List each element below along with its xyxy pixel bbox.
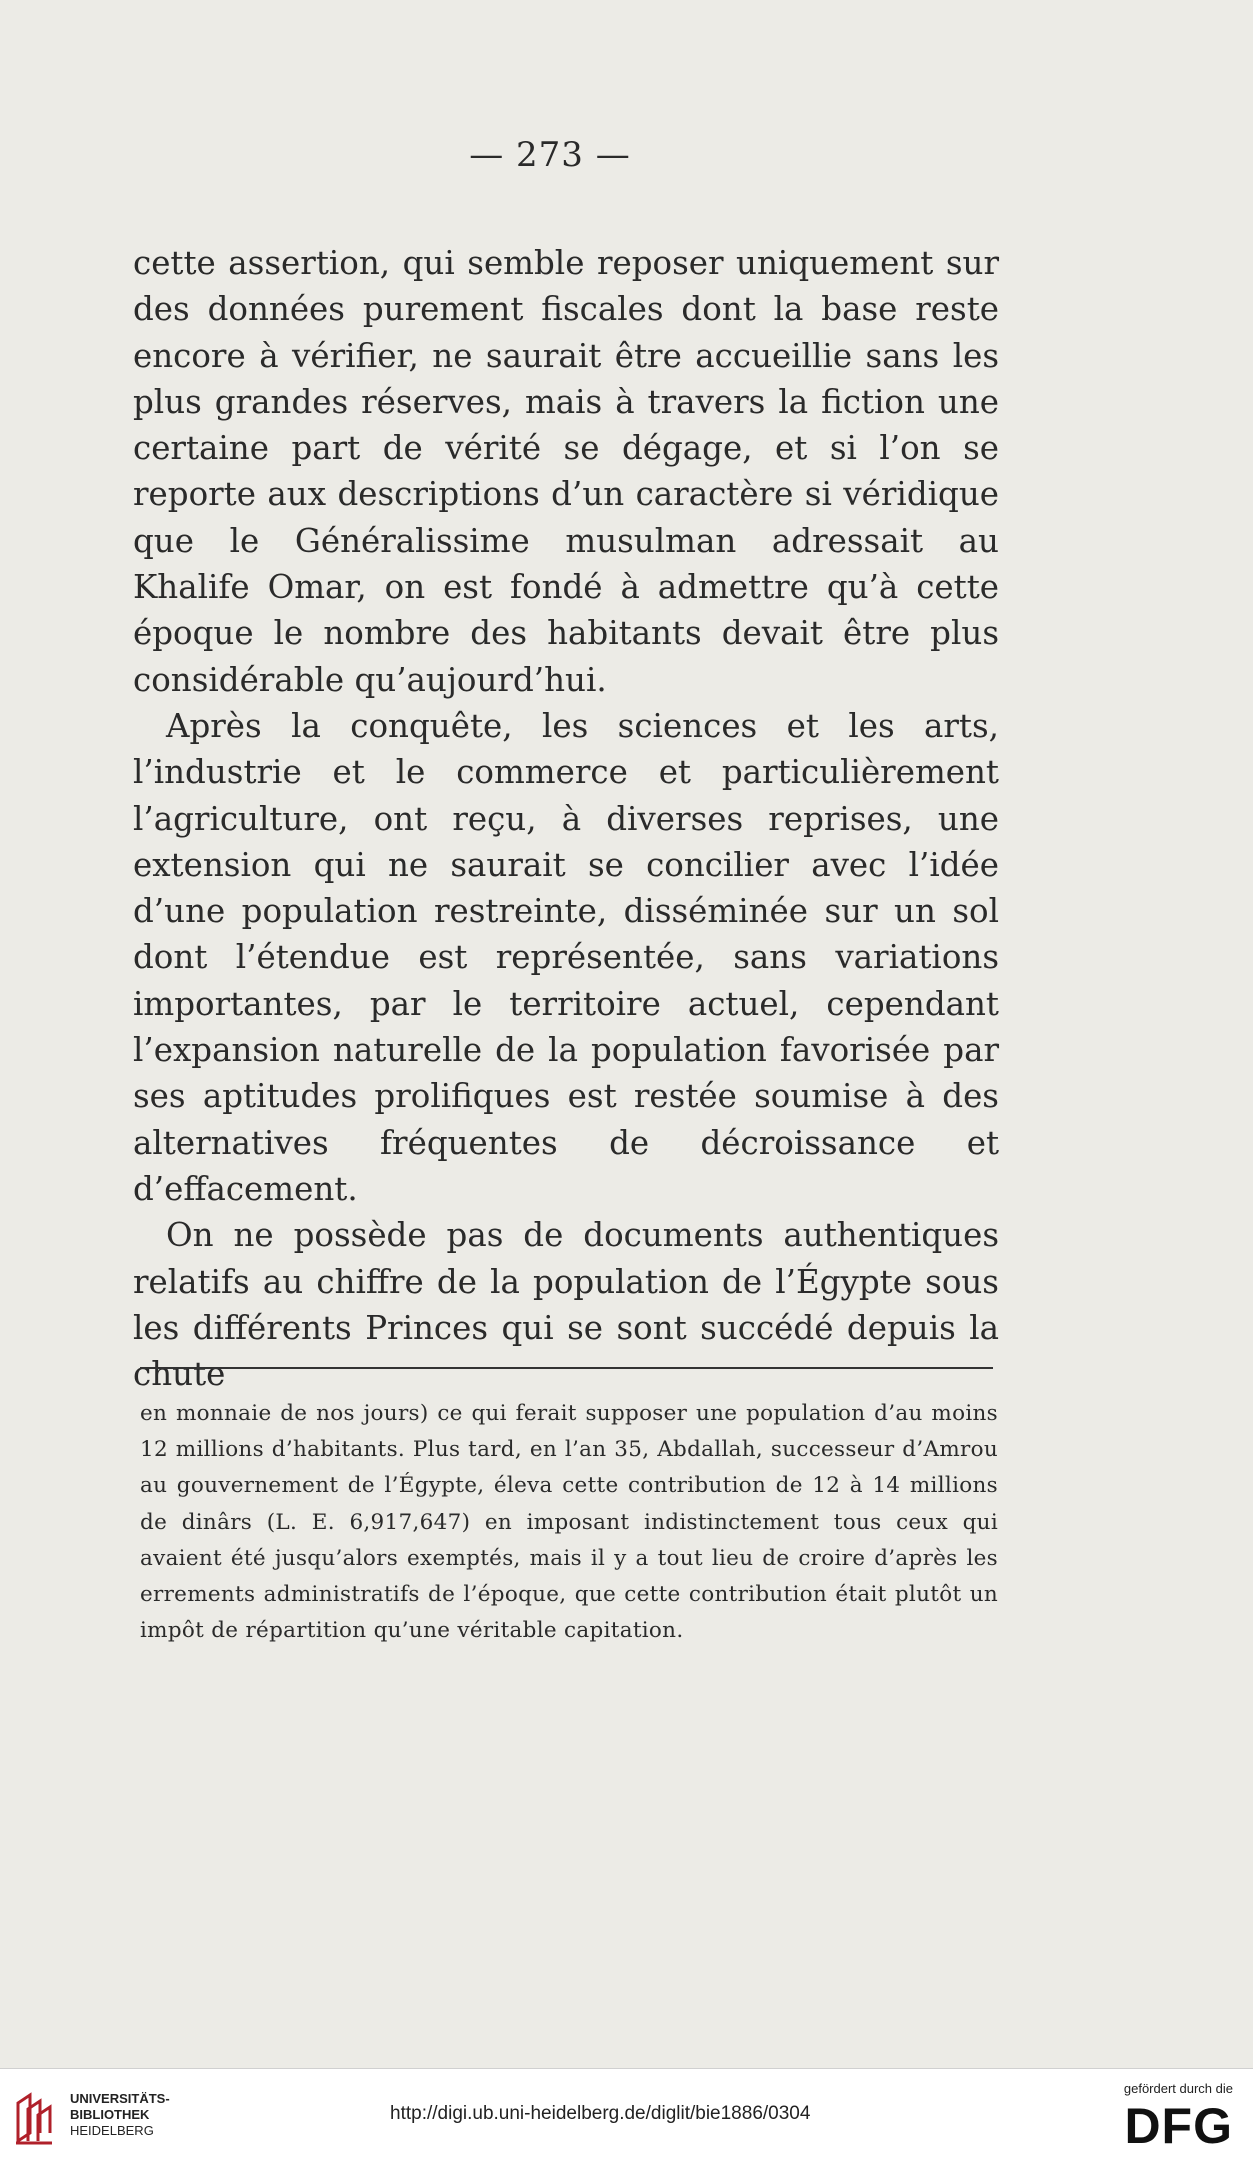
library-name-line-3: HEIDELBERG [70,2123,154,2138]
paragraph-2: Après la conquête, les sciences et les arts, l’industrie et le commerce et particulièrement l’agriculture, ont reçu, à diverses reprises, une extension qui ne saurait se concilier avec l’idée d’une population restreinte, disséminée sur un sol dont l’étendue est représentée, sans variations importantes, par le territoire actuel, cependant l’expansion naturelle de la population favorisée par ses aptitudes prolifiques est restée soumise à des alternatives fréquentes de décroissance et d’effacement. [133,706,999,1208]
paragraph-1: cette assertion, qui semble reposer uniquement sur des données purement fiscales dont la base reste encore à vérifier, ne saurait être accueillie sans les plus grandes réserves, mais à travers la fiction une certaine part de vérité se dégage, et si l’on se reporte aux descriptions d’un caractère si véridique que le Généralissime musulman adressait au Khalife Omar, on est fondé à admettre qu’à cette époque le nombre des habitants devait être plus considérable qu’aujourd’hui. [133,244,999,699]
university-library-logo-icon [12,2089,60,2149]
digitization-footer [0,2068,1253,2165]
permalink-url[interactable]: http://digi.ub.uni-heidelberg.de/diglit/bie1886/0304 [390,2103,811,2124]
page-number: — 273 — [469,135,631,175]
paragraph-3: On ne possède pas de documents authentiques relatifs au chiffre de la population de l’Égypte sous les différents Princes qui se sont succédé depuis la chute [133,1216,999,1394]
funded-by-label: gefördert durch die [1123,2081,1233,2096]
library-name-line-1: UNIVERSITÄTS- [70,2091,170,2106]
footnote-text: en monnaie de nos jours) ce qui ferait supposer une population d’au moins 12 millions d’habitants. Plus tard, en l’an 35, Abdallah, successeur d’Amrou au gouvernement de l’Égypte, éleva cette contribution de 12 à 14 millions de dinârs (L. E. 6,917,647) en imposant indistinctement tous ceux qui avaient été jusqu’alors exemptés, mais il y a tout lieu de croire d’après les errements administratifs de l’époque, que cette contribution était plutôt un impôt de répartition qu’une véritable capitation. [140,1401,998,1644]
main-text-body [133,240,999,1397]
dfg-logo: DFG [1124,2098,1233,2154]
library-name [70,2091,170,2139]
footnote-divider [140,1367,993,1369]
library-name-line-2: BIBLIOTHEK [70,2107,150,2122]
footnote [140,1396,998,1649]
